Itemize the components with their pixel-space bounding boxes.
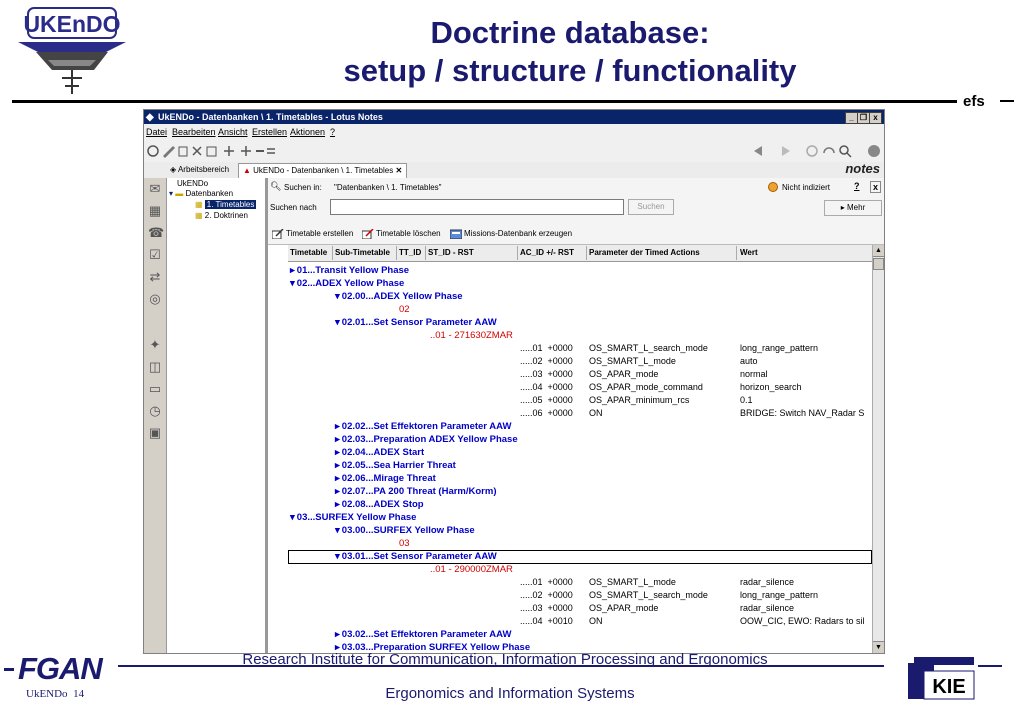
ac-id-cell: .....01 +0000 [520, 577, 573, 587]
tab-bar [144, 162, 884, 179]
search-close-button[interactable]: x [870, 181, 881, 193]
refresh-icon [824, 148, 834, 153]
search-in-value: "Datenbanken \ 1. Timetables" [334, 183, 442, 192]
parameter-cell: OS_SMART_L_mode [589, 577, 676, 587]
expand-icon[interactable]: ▸ [335, 460, 340, 471]
forward-icon [782, 146, 790, 156]
collapse-icon[interactable]: ▾ [290, 278, 295, 289]
parameter-cell: ON [589, 408, 603, 418]
nav-root[interactable]: UkENDo [177, 179, 209, 188]
ac-id-cell: .....03 +0000 [520, 369, 573, 379]
col-st-id[interactable]: ST_ID - RST [428, 248, 474, 257]
category-label: 02.04...ADEX Start [341, 447, 425, 458]
back-icon [754, 146, 762, 156]
category-row[interactable] [335, 316, 497, 329]
col-sub-timetable[interactable]: Sub-Timetable [335, 248, 390, 257]
category-label: 03.01...Set Sensor Parameter AAW [341, 551, 497, 562]
kie-logo [906, 655, 976, 700]
menu-datei[interactable]: Datei [146, 127, 168, 137]
category-row[interactable] [335, 485, 496, 498]
parameter-cell: OS_APAR_mode [589, 603, 659, 613]
category-label: 02.01...Set Sensor Parameter AAW [341, 317, 497, 328]
history-icon[interactable]: ◷ [149, 403, 161, 418]
parameter-cell: OS_APAR_minimum_rcs [589, 395, 690, 405]
menu-aktionen[interactable]: Aktionen [290, 127, 326, 137]
collapse-icon[interactable]: ▾ [335, 291, 340, 302]
col-timetable[interactable]: Timetable [290, 248, 328, 257]
scroll-thumb[interactable] [873, 258, 884, 270]
todo-icon[interactable]: ☑ [149, 247, 161, 262]
ukendo-logo [8, 4, 136, 96]
web-icon[interactable]: ◎ [149, 291, 161, 306]
table-row[interactable] [288, 342, 872, 355]
replicator-icon[interactable]: ⇄ [149, 269, 161, 284]
expand-icon[interactable]: ▸ [335, 499, 340, 510]
workspace-icon: ◈ [170, 165, 177, 174]
collapse-icon[interactable]: ▾ [290, 512, 295, 523]
search-input[interactable] [330, 199, 624, 215]
databases-icon[interactable]: ◫ [148, 359, 162, 374]
table-row[interactable] [288, 381, 872, 394]
action-label: Missions-Datenbank erzeugen [464, 229, 573, 239]
ac-id-cell: .....03 +0000 [520, 603, 573, 613]
ac-id-cell: .....05 +0000 [520, 395, 573, 405]
id-row[interactable]: ..01 - 271630ZMAR [430, 330, 513, 341]
search-button[interactable]: Suchen [628, 199, 674, 215]
view-icon: ▦ [195, 211, 203, 220]
bookmark-bar [144, 178, 167, 653]
category-label: 02.07...PA 200 Threat (Harm/Korm) [341, 486, 497, 497]
category-row[interactable] [335, 628, 511, 641]
slide-title [200, 14, 940, 90]
category-label: 03.00...SURFEX Yellow Phase [341, 525, 475, 536]
parameter-cell: ON [589, 616, 603, 626]
window-title: UkENDo - Datenbanken \ 1. Timetables - Lotus Notes [158, 112, 383, 122]
header-rule-end [1000, 100, 1014, 102]
scroll-down-icon[interactable]: ▼ [873, 641, 884, 653]
category-row[interactable] [335, 459, 456, 472]
efs-tag: efs [963, 93, 985, 110]
maximize-button[interactable]: ❐ [857, 112, 870, 124]
parameter-cell: OS_APAR_mode [589, 369, 659, 379]
category-row[interactable] [335, 290, 463, 303]
search-for-label: Suchen nach [270, 203, 317, 212]
expand-icon[interactable]: ▸ [335, 473, 340, 484]
category-label: 02...ADEX Yellow Phase [296, 278, 405, 289]
footer-page [26, 688, 84, 700]
add-icon [224, 146, 234, 156]
parameter-cell: OS_APAR_mode_command [589, 382, 703, 392]
category-row[interactable] [335, 550, 497, 563]
view-icon: ▦ [195, 200, 203, 209]
col-ac-id[interactable]: AC_ID +/- RST [520, 248, 575, 257]
id-row[interactable]: 03 [399, 538, 410, 549]
expand-icon[interactable]: ▸ [335, 486, 340, 497]
globe-icon [868, 145, 880, 157]
database-create-icon [450, 229, 462, 239]
home-icon [148, 146, 158, 156]
ac-id-cell: .....02 +0000 [520, 590, 573, 600]
table-row[interactable] [288, 576, 872, 589]
document-list [288, 262, 872, 653]
folder-icon[interactable]: ▭ [148, 381, 162, 396]
category-label: 03.02...Set Effektoren Parameter AAW [341, 629, 512, 640]
collapse-icon[interactable]: ▾ [335, 525, 340, 536]
category-row[interactable] [335, 472, 436, 485]
category-label: 02.02...Set Effektoren Parameter AAW [341, 421, 512, 432]
folder-icon: ▬ [175, 189, 184, 198]
expand-icon[interactable]: ▸ [335, 447, 340, 458]
cut-icon [193, 147, 201, 155]
navigation-pane [167, 178, 268, 653]
notes-window [143, 109, 885, 654]
footer-rule-end [978, 665, 1002, 667]
expand-icon: ▾ [169, 189, 174, 198]
category-label: 01...Transit Yellow Phase [296, 265, 410, 276]
category-label: 02.08...ADEX Stop [341, 499, 424, 510]
table-row[interactable] [288, 394, 872, 407]
wert-cell: radar_silence [740, 603, 795, 613]
delete-icon [362, 229, 374, 239]
more-button[interactable]: ▸ Mehr [824, 200, 882, 216]
wert-cell: OOW_CIC, EWO: Radars to sil [740, 616, 865, 626]
tab-label: UkENDo - Datenbanken \ 1. Timetables [253, 166, 394, 175]
table-row[interactable] [288, 355, 872, 368]
nav-item-label: 2. Doktrinen [204, 211, 248, 220]
category-row[interactable] [335, 498, 424, 511]
menu-ansicht[interactable]: Ansicht [218, 127, 248, 137]
action-bar [268, 226, 884, 245]
ac-id-cell: .....02 +0000 [520, 356, 573, 366]
table-row[interactable] [288, 602, 872, 615]
menu-help[interactable]: ? [330, 127, 336, 137]
footer-institute: Research Institute for Communication, Information Processing and Ergonomics [242, 651, 768, 668]
equal-icon [267, 149, 275, 153]
timetable-delete-button[interactable] [362, 229, 441, 239]
window-titlebar[interactable] [144, 110, 884, 124]
menu-bar [144, 124, 884, 140]
wert-cell: auto [740, 356, 758, 366]
column-header [288, 245, 872, 262]
vertical-scrollbar[interactable] [872, 245, 884, 653]
id-row[interactable]: 02 [399, 304, 410, 315]
col-wert[interactable]: Wert [740, 248, 758, 257]
footer-dash [4, 668, 14, 671]
ac-id-cell: .....04 +0000 [520, 382, 573, 392]
tab-label: Arbeitsbereich [177, 165, 230, 174]
minimize-button[interactable]: _ [845, 112, 858, 124]
expand-icon[interactable]: ▸ [335, 642, 340, 653]
category-label: 02.05...Sea Harrier Threat [341, 460, 456, 471]
search-in-label: Suchen in: [284, 183, 322, 192]
expand-icon[interactable]: ▸ [335, 629, 340, 640]
app-icon: ◆ [146, 112, 154, 123]
wert-cell: radar_silence [740, 577, 795, 587]
mission-db-create-button[interactable] [450, 229, 572, 239]
expand-icon[interactable]: ▸ [335, 421, 340, 432]
id-row[interactable]: ..01 - 290000ZMAR [430, 564, 513, 575]
action-label: Timetable erstellen [286, 229, 354, 239]
nav-folder-datenbanken[interactable] [169, 189, 233, 199]
create-icon [272, 229, 284, 239]
wert-cell: long_range_pattern [740, 343, 819, 353]
tab-timetables[interactable] [238, 163, 407, 178]
database-icon: ▲ [243, 166, 251, 175]
category-row[interactable] [335, 433, 518, 446]
table-row[interactable] [288, 589, 872, 602]
category-row[interactable] [335, 524, 475, 537]
tab-arbeitsbereich[interactable] [166, 163, 233, 177]
index-status-icon [768, 182, 778, 192]
mail-icon[interactable]: ✉ [149, 181, 161, 196]
toolbar-icons [146, 143, 276, 159]
table-row[interactable] [288, 368, 872, 381]
more-bookmarks-icon[interactable]: ▣ [148, 425, 162, 440]
collapse-icon[interactable]: ▾ [335, 317, 340, 328]
category-row[interactable] [290, 264, 409, 277]
category-row[interactable] [290, 277, 404, 290]
copy-icon [207, 147, 216, 156]
category-label: 02.03...Preparation ADEX Yellow Phase [341, 434, 518, 445]
col-parameter[interactable]: Parameter der Timed Actions [589, 248, 700, 257]
category-label: 02.06...Mirage Threat [341, 473, 436, 484]
parameter-cell: OS_SMART_L_search_mode [589, 343, 708, 353]
edit-icon [163, 146, 175, 158]
title-line-2: setup / structure / functionality [343, 53, 797, 88]
insert-icon [241, 146, 251, 156]
category-label: 02.00...ADEX Yellow Phase [341, 291, 463, 302]
doc-icon [179, 147, 187, 156]
expand-icon[interactable]: ▸ [335, 434, 340, 445]
nav-folder-label: Datenbanken [185, 189, 234, 198]
collapse-icon[interactable]: ▾ [335, 551, 340, 562]
fgan-logo: FGAN [18, 651, 102, 686]
wert-cell: long_range_pattern [740, 590, 819, 600]
title-line-1: Doctrine database: [430, 15, 710, 50]
parameter-cell: OS_SMART_L_search_mode [589, 590, 708, 600]
nav-item-timetables[interactable] [195, 200, 256, 210]
menu-erstellen[interactable]: Erstellen [252, 127, 288, 137]
nav-toolbar-icons [750, 143, 882, 159]
notes-brand: notes [845, 161, 880, 176]
wert-cell: BRIDGE: Switch NAV_Radar S [740, 408, 865, 418]
table-row[interactable] [288, 407, 872, 420]
contacts-icon[interactable]: ☎ [148, 225, 165, 240]
footer-rule-right [860, 665, 884, 667]
nav-item-doktrinen[interactable] [195, 211, 248, 221]
logo-text: UKEnDO [23, 11, 121, 37]
ac-id-cell: .....06 +0000 [520, 408, 573, 418]
header-rule [12, 100, 957, 103]
wert-cell: normal [740, 369, 768, 379]
ac-id-cell: .....04 +0010 [520, 616, 573, 626]
action-label: Timetable löschen [376, 229, 441, 239]
search-icon [840, 146, 848, 154]
stop-icon [807, 146, 817, 156]
menu-bearbeiten[interactable]: Bearbeiten [172, 127, 216, 137]
index-status: Nicht indiziert [782, 183, 831, 192]
calendar-icon[interactable]: ▦ [148, 203, 162, 218]
category-label: 03.03...Preparation SURFEX Yellow Phase [341, 642, 531, 653]
footer-app: UkENDo [26, 688, 68, 700]
parameter-cell: OS_SMART_L_mode [589, 356, 676, 366]
category-row[interactable] [290, 511, 416, 524]
category-row[interactable] [335, 446, 424, 459]
category-row[interactable] [335, 420, 511, 433]
wert-cell: 0.1 [740, 395, 753, 405]
close-tab-icon[interactable]: ✕ [395, 166, 403, 175]
footer-department: Ergonomics and Information Systems [385, 685, 635, 702]
ac-id-cell: .....01 +0000 [520, 343, 573, 353]
wert-cell: horizon_search [740, 382, 802, 392]
category-label: 03...SURFEX Yellow Phase [296, 512, 417, 523]
kie-text: KIE [932, 676, 966, 698]
timetable-create-button[interactable] [272, 229, 353, 239]
page-number: 14 [73, 688, 85, 700]
nav-item-label: 1. Timetables [206, 200, 255, 209]
search-help-button[interactable]: ? [854, 181, 860, 191]
scroll-up-icon[interactable]: ▲ [873, 245, 884, 257]
search-bar [268, 178, 884, 227]
close-button[interactable]: x [869, 112, 882, 124]
toolbar [144, 140, 884, 162]
magnifier-icon: 🔍︎ [270, 181, 282, 191]
col-tt-id[interactable]: TT_ID [399, 248, 422, 257]
favorites-icon[interactable]: ✦ [149, 337, 161, 352]
expand-icon[interactable]: ▸ [290, 265, 295, 276]
table-row[interactable] [288, 615, 872, 628]
